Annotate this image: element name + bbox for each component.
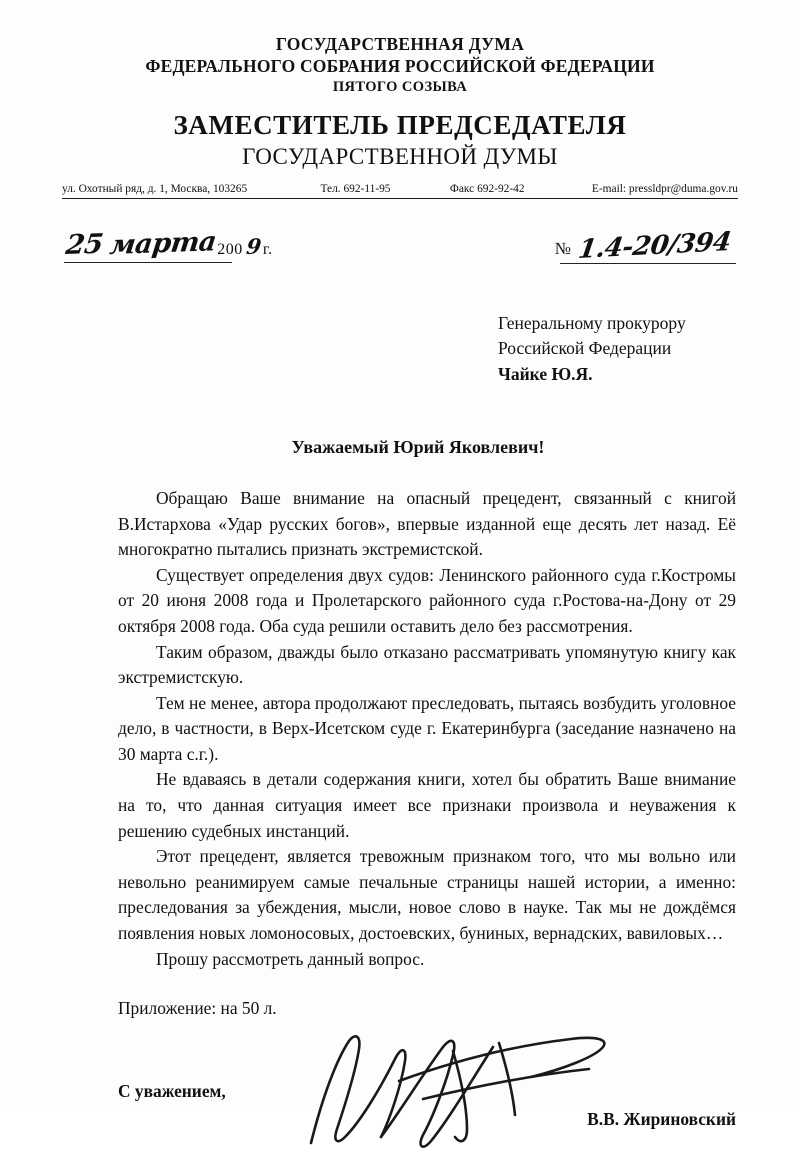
contact-fax: Факс 692-92-42 [449, 183, 525, 195]
contact-email: E-mail: pressldpr@duma.gov.ru [591, 183, 738, 195]
contact-row [62, 183, 738, 199]
signer-name: В.В. Жириновский [587, 1109, 736, 1130]
date-day-handwritten: 25 [64, 228, 105, 261]
body-paragraph: Этот прецедент, является тревожным признаком того, что мы вольно или невольно реанимируем самые печальные страницы нашей истории, а именно: преследования за убеждения, мысли, новое слово в науке. Так мы не дождёмся появления новых ломоносовых, достоевских, буниных, вернадских, вавиловых… [118, 846, 736, 943]
body-paragraph: Не вдаваясь в детали содержания книги, хотел бы обратить Ваше внимание на то, что данная ситуация имеет все признаки произвола и неуважения к решению судебных инстанций. [118, 769, 736, 841]
body-paragraph: Таким образом, дважды было отказано рассматривать упомянутую книгу как экстремистскую. [118, 641, 736, 688]
date-year-prefix: 200 [217, 241, 243, 258]
date-block [64, 226, 273, 261]
attachment-note: Приложение: на 50 л. [118, 998, 277, 1019]
addressee-line-2: Российской Федерации [498, 338, 672, 359]
body-paragraph: Существует определения двух судов: Ленинского районного суда г.Костромы от 20 июня 2008 года и Пролетарского районного суда г.Ростова-на-Дону от 29 октября 2008 года. Оба суда решили оставить дело без рассмотрения. [118, 564, 736, 637]
letterhead-line-2: ФЕДЕРАЛЬНОГО СОБРАНИЯ РОССИЙСКОЙ ФЕДЕРАЦИИ [145, 56, 655, 76]
number-block [554, 227, 733, 265]
letter-body [118, 486, 736, 972]
signature-row [118, 1047, 736, 1143]
date-year-suffix: г. [262, 241, 273, 258]
date-year-handwritten: 9 [244, 233, 262, 259]
letterhead-line-3: ПЯТОГО СОЗЫВА [332, 79, 468, 95]
closing-phrase: С уважением, [118, 1081, 226, 1102]
number-label: № [554, 239, 572, 258]
date-month-handwritten: марта [107, 226, 218, 261]
letterhead-title: ЗАМЕСТИТЕЛЬ ПРЕДСЕДАТЕЛЯ [173, 110, 627, 140]
document-meta-row [64, 221, 736, 265]
letterhead-line-1: ГОСУДАРСТВЕННАЯ ДУМА [275, 34, 525, 54]
letterhead [0, 0, 800, 170]
contact-address: ул. Охотный ряд, д. 1, Москва, 103265 [62, 183, 248, 195]
salutation: Уважаемый Юрий Яковлевич! [291, 437, 545, 458]
handwritten-signature [303, 1025, 633, 1155]
letterhead-subtitle: ГОСУДАРСТВЕННОЙ ДУМЫ [242, 144, 558, 169]
number-handwritten: 1.4-20/394 [576, 227, 733, 265]
body-paragraph: Тем не менее, автора продолжают преследовать, пытаясь возбудить уголовное дело, в частности, в Верх-Исетском суде г. Екатеринбурга (заседание назначено на 30 марта с.г.). [118, 692, 736, 764]
contact-phone: Тел. 692-11-95 [320, 183, 391, 195]
addressee-line-1: Генеральному прокурору [498, 313, 686, 333]
body-paragraph: Обращаю Ваше внимание на опасный прецедент, связанный с книгой В.Истархова «Удар русских богов», впервые изданной еще десять лет назад. Её многократно пытались признать экстремистской. [118, 488, 736, 560]
body-paragraph: Прошу рассмотреть данный вопрос. [156, 948, 425, 969]
addressee-block [498, 311, 800, 387]
addressee-name: Чайке Ю.Я. [498, 363, 593, 384]
